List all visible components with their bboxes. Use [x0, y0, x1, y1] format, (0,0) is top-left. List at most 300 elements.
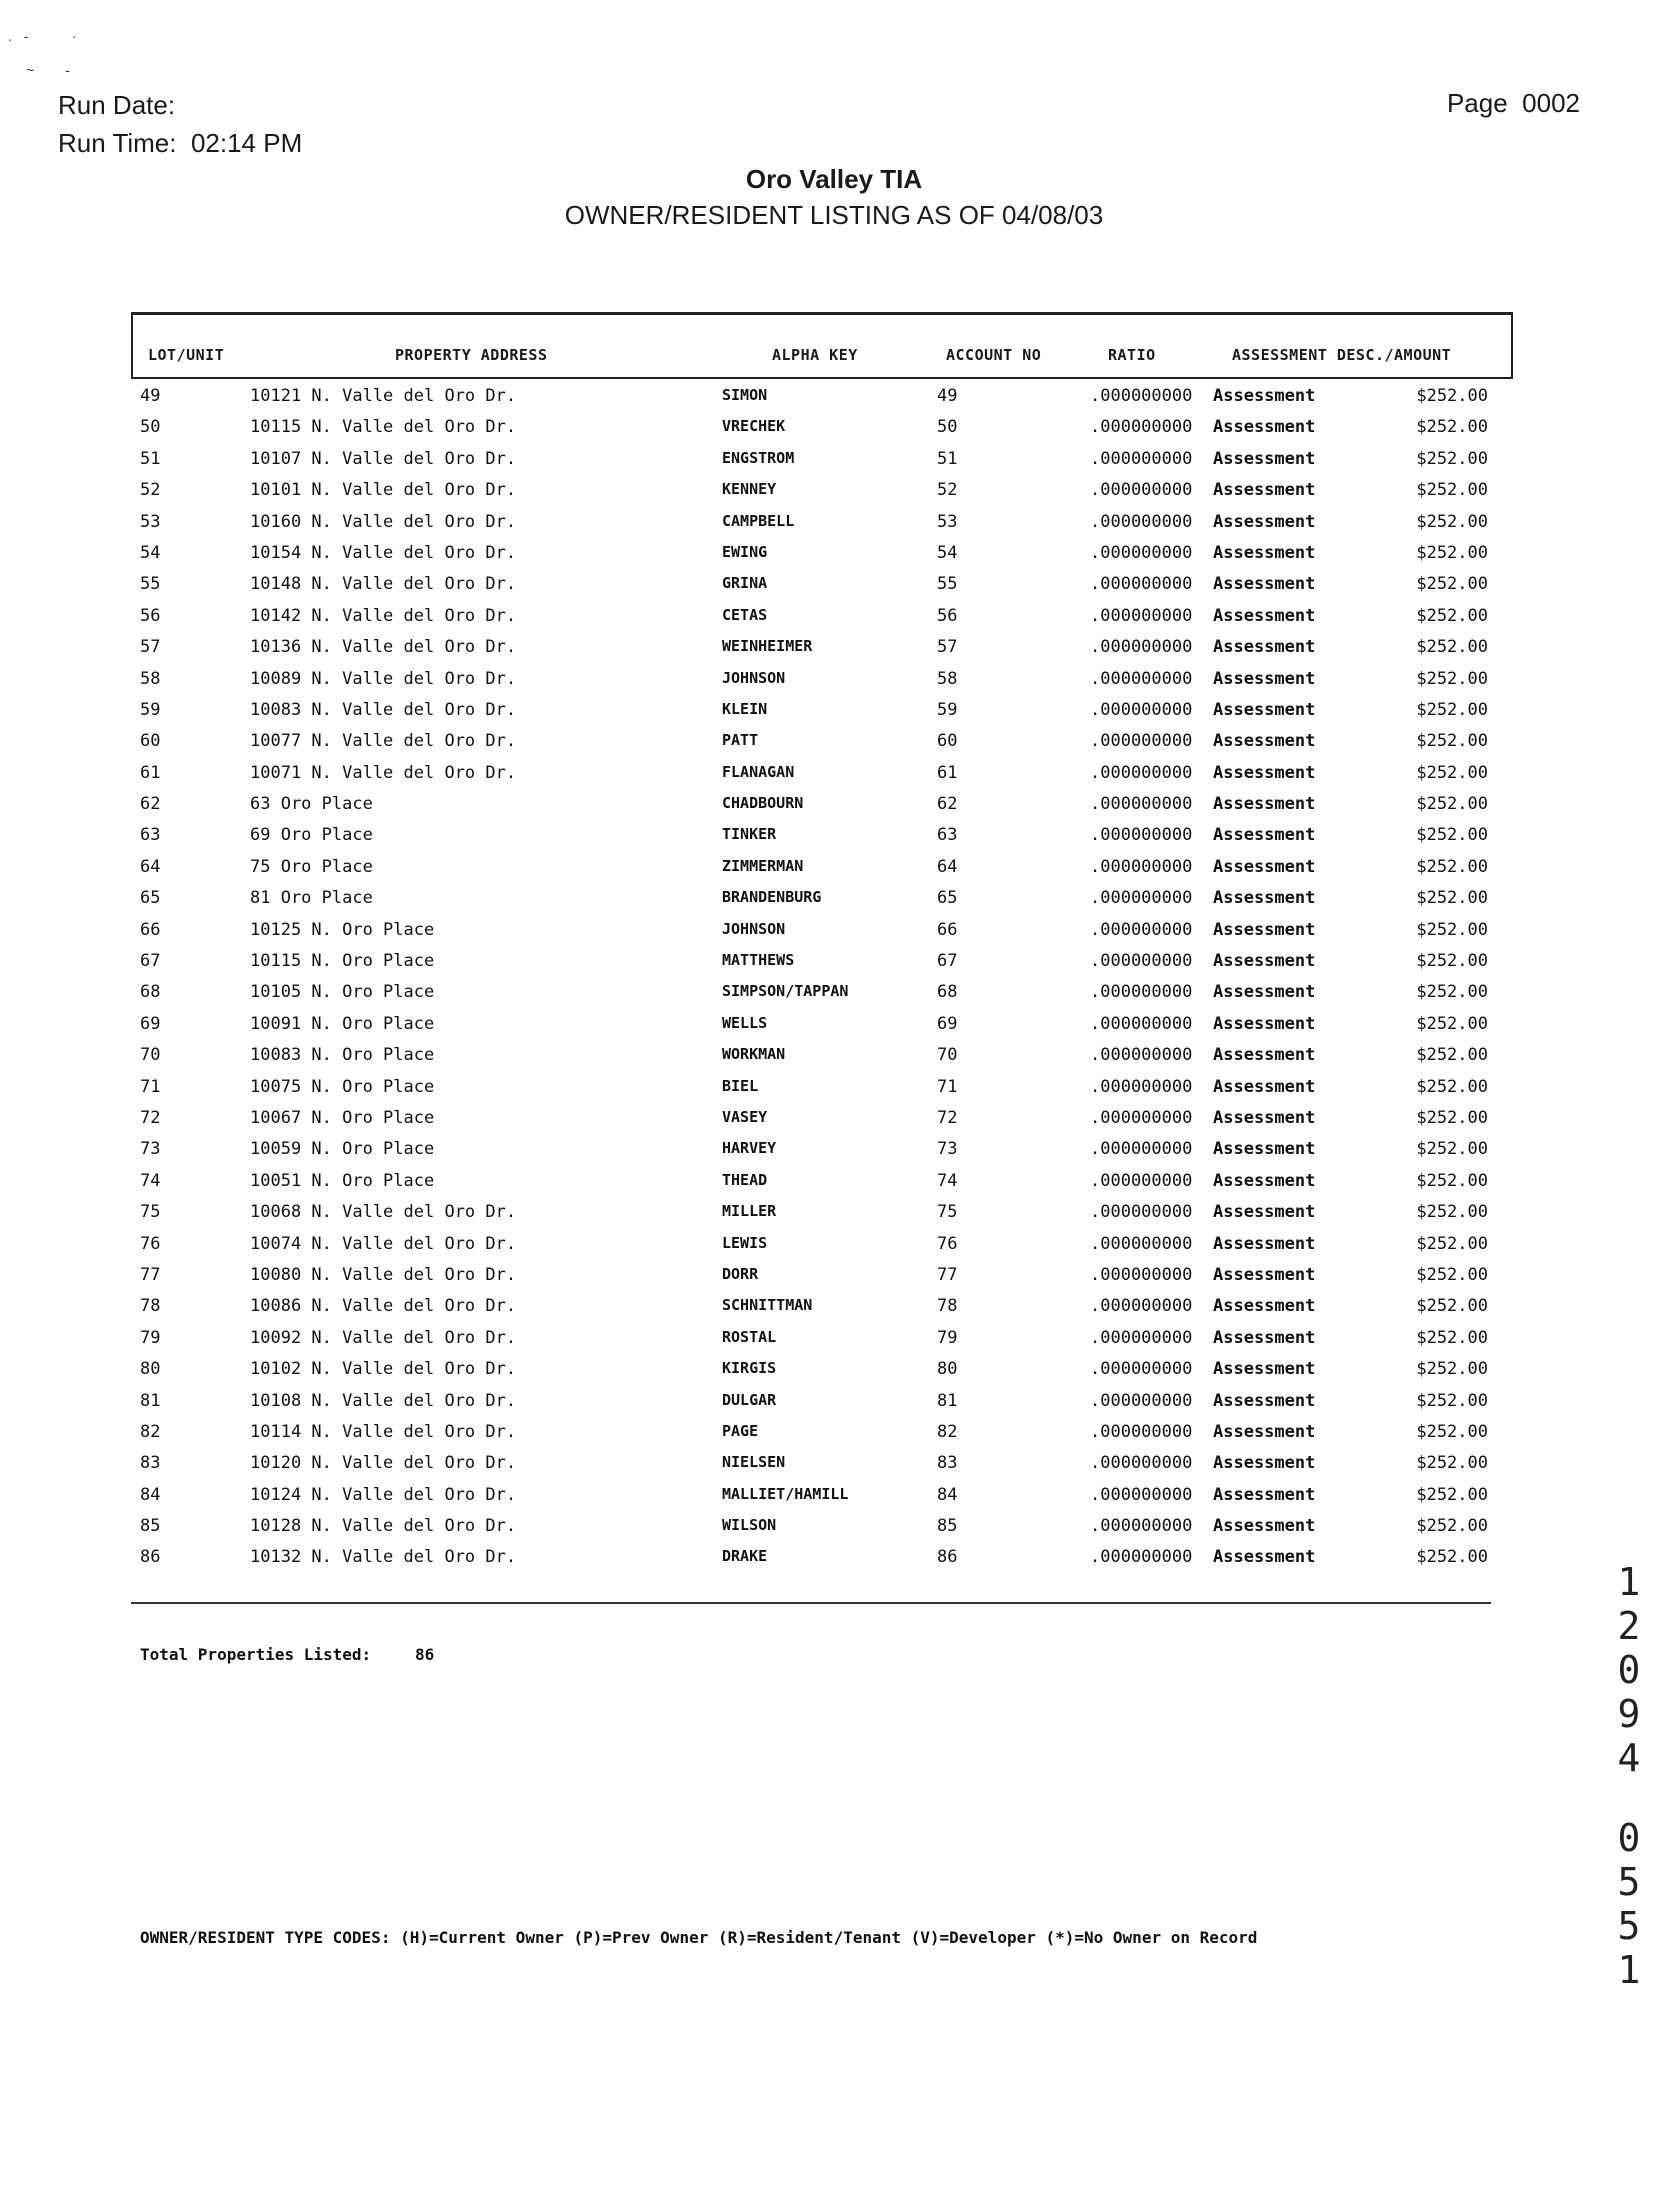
cell-alpha-key: WELLS: [722, 1013, 768, 1032]
cell-address: 10077 N. Valle del Oro Dr.: [250, 731, 517, 752]
run-time-label: Run Time:: [58, 128, 177, 158]
cell-amount: $252.00: [1416, 1359, 1488, 1380]
stamp-digit: 0: [1617, 1816, 1641, 1860]
cell-assessment-desc: Assessment: [1213, 1076, 1316, 1097]
cell-alpha-key: TINKER: [722, 825, 777, 844]
cell-lot: 65: [140, 888, 161, 909]
cell-amount: $252.00: [1416, 1327, 1488, 1348]
cell-account: 69: [937, 1013, 958, 1034]
cell-ratio: .000000000: [1090, 1547, 1193, 1568]
cell-ratio: .000000000: [1090, 731, 1193, 752]
cell-assessment-desc: Assessment: [1213, 605, 1316, 626]
cell-amount: $252.00: [1416, 1202, 1488, 1223]
cell-lot: 52: [140, 480, 161, 501]
cell-assessment-desc: Assessment: [1213, 1107, 1316, 1128]
table-row: [0, 1516, 1668, 1547]
column-header-account: ACCOUNT NO: [946, 346, 1042, 364]
stamp-digit: 5: [1617, 1904, 1641, 1948]
cell-ratio: .000000000: [1090, 386, 1193, 406]
cell-lot: 64: [140, 856, 161, 877]
cell-address: 10091 N. Oro Place: [250, 1013, 435, 1034]
cell-account: 52: [937, 480, 958, 501]
cell-account: 49: [937, 386, 958, 406]
cell-assessment-desc: Assessment: [1213, 856, 1316, 877]
cell-amount: $252.00: [1416, 637, 1488, 658]
cell-amount: $252.00: [1416, 1013, 1488, 1034]
cell-alpha-key: DORR: [722, 1264, 759, 1283]
cell-address: 10086 N. Valle del Oro Dr.: [250, 1296, 517, 1317]
cell-account: 58: [937, 668, 958, 689]
cell-account: 61: [937, 762, 958, 783]
cell-account: 63: [937, 825, 958, 846]
cell-account: 74: [937, 1170, 958, 1191]
cell-amount: $252.00: [1416, 1233, 1488, 1254]
cell-alpha-key: FLANAGAN: [722, 762, 795, 781]
cell-assessment-desc: Assessment: [1213, 825, 1316, 846]
table-row: [0, 982, 1668, 1013]
cell-amount: $252.00: [1416, 1045, 1488, 1066]
cell-alpha-key: HARVEY: [722, 1139, 777, 1158]
cell-lot: 70: [140, 1045, 161, 1066]
cell-assessment-desc: Assessment: [1213, 386, 1316, 406]
cell-ratio: .000000000: [1090, 417, 1193, 438]
cell-address: 10059 N. Oro Place: [250, 1139, 435, 1160]
cell-account: 67: [937, 951, 958, 972]
cell-alpha-key: VASEY: [722, 1107, 768, 1126]
cell-account: 84: [937, 1484, 958, 1505]
cell-ratio: .000000000: [1090, 825, 1193, 846]
cell-lot: 83: [140, 1453, 161, 1474]
cell-ratio: .000000000: [1090, 1453, 1193, 1474]
cell-lot: 61: [140, 762, 161, 783]
cell-amount: $252.00: [1416, 668, 1488, 689]
table-row: [0, 669, 1668, 700]
table-row: [0, 763, 1668, 794]
cell-assessment-desc: Assessment: [1213, 731, 1316, 752]
cell-amount: $252.00: [1416, 731, 1488, 752]
cell-lot: 53: [140, 511, 161, 532]
cell-alpha-key: SIMON: [722, 386, 768, 404]
cell-assessment-desc: Assessment: [1213, 1484, 1316, 1505]
cell-ratio: .000000000: [1090, 1296, 1193, 1317]
cell-amount: $252.00: [1416, 1264, 1488, 1285]
cell-ratio: .000000000: [1090, 511, 1193, 532]
cell-account: 54: [937, 542, 958, 563]
cell-amount: $252.00: [1416, 417, 1488, 438]
cell-account: 53: [937, 511, 958, 532]
cell-address: 10074 N. Valle del Oro Dr.: [250, 1233, 517, 1254]
cell-ratio: .000000000: [1090, 1076, 1193, 1097]
cell-address: 10114 N. Valle del Oro Dr.: [250, 1421, 517, 1442]
cell-amount: $252.00: [1416, 1547, 1488, 1568]
cell-alpha-key: MATTHEWS: [722, 951, 795, 970]
cell-amount: $252.00: [1416, 1139, 1488, 1160]
cell-lot: 69: [140, 1013, 161, 1034]
cell-assessment-desc: Assessment: [1213, 1296, 1316, 1317]
cell-assessment-desc: Assessment: [1213, 417, 1316, 438]
cell-ratio: .000000000: [1090, 982, 1193, 1003]
table-row: [0, 1547, 1668, 1578]
cell-amount: $252.00: [1416, 919, 1488, 940]
table-bottom-rule: [131, 1602, 1491, 1604]
cell-account: 57: [937, 637, 958, 658]
cell-amount: $252.00: [1416, 794, 1488, 815]
table-row: [0, 1171, 1668, 1202]
cell-ratio: .000000000: [1090, 1170, 1193, 1191]
cell-account: 71: [937, 1076, 958, 1097]
cell-alpha-key: BRANDENBURG: [722, 888, 822, 907]
cell-lot: 82: [140, 1421, 161, 1442]
cell-amount: $252.00: [1416, 982, 1488, 1003]
cell-lot: 72: [140, 1107, 161, 1128]
cell-account: 70: [937, 1045, 958, 1066]
cell-account: 65: [937, 888, 958, 909]
cell-alpha-key: WILSON: [722, 1516, 777, 1535]
cell-address: 10120 N. Valle del Oro Dr.: [250, 1453, 517, 1474]
cell-ratio: .000000000: [1090, 448, 1193, 469]
cell-address: 10124 N. Valle del Oro Dr.: [250, 1484, 517, 1505]
table-row: [0, 1453, 1668, 1484]
cell-lot: 73: [140, 1139, 161, 1160]
cell-lot: 86: [140, 1547, 161, 1568]
cell-assessment-desc: Assessment: [1213, 574, 1316, 595]
cell-account: 66: [937, 919, 958, 940]
cell-amount: $252.00: [1416, 1170, 1488, 1191]
margin-stamp: [1612, 1560, 1646, 1992]
cell-amount: $252.00: [1416, 825, 1488, 846]
cell-alpha-key: NIELSEN: [722, 1453, 786, 1472]
cell-ratio: .000000000: [1090, 1107, 1193, 1128]
cell-ratio: .000000000: [1090, 1139, 1193, 1160]
cell-account: 77: [937, 1264, 958, 1285]
cell-ratio: .000000000: [1090, 1421, 1193, 1442]
cell-lot: 59: [140, 699, 161, 720]
cell-assessment-desc: Assessment: [1213, 919, 1316, 940]
cell-address: 10132 N. Valle del Oro Dr.: [250, 1547, 517, 1568]
cell-lot: 51: [140, 448, 161, 469]
cell-amount: $252.00: [1416, 605, 1488, 626]
table-row: [0, 1485, 1668, 1516]
run-time: [58, 128, 302, 159]
table-row: [0, 1077, 1668, 1108]
column-header-address: PROPERTY ADDRESS: [395, 346, 548, 364]
cell-account: 78: [937, 1296, 958, 1317]
table-row: [0, 480, 1668, 511]
stamp-gap: [1612, 1780, 1646, 1816]
cell-lot: 81: [140, 1390, 161, 1411]
cell-address: 63 Oro Place: [250, 794, 373, 815]
cell-address: 10075 N. Oro Place: [250, 1076, 435, 1097]
cell-lot: 67: [140, 951, 161, 972]
cell-account: 50: [937, 417, 958, 438]
table-row: [0, 1328, 1668, 1359]
cell-address: 10089 N. Valle del Oro Dr.: [250, 668, 517, 689]
cell-lot: 63: [140, 825, 161, 846]
table-row: [0, 1422, 1668, 1453]
table-row: [0, 1202, 1668, 1233]
cell-address: 10115 N. Oro Place: [250, 951, 435, 972]
cell-assessment-desc: Assessment: [1213, 1202, 1316, 1223]
cell-address: 10071 N. Valle del Oro Dr.: [250, 762, 517, 783]
cell-address: 10108 N. Valle del Oro Dr.: [250, 1390, 517, 1411]
stamp-digit: 4: [1617, 1736, 1641, 1780]
cell-ratio: .000000000: [1090, 1264, 1193, 1285]
cell-amount: $252.00: [1416, 699, 1488, 720]
cell-alpha-key: LEWIS: [722, 1233, 768, 1252]
cell-assessment-desc: Assessment: [1213, 480, 1316, 501]
stamp-digit: 0: [1617, 1648, 1641, 1692]
cell-assessment-desc: Assessment: [1213, 1233, 1316, 1254]
cell-assessment-desc: Assessment: [1213, 794, 1316, 815]
cell-address: 81 Oro Place: [250, 888, 373, 909]
cell-alpha-key: ENGSTROM: [722, 448, 795, 467]
cell-alpha-key: PAGE: [722, 1421, 759, 1440]
table-row: [0, 1139, 1668, 1170]
column-header-alpha-key: ALPHA KEY: [772, 346, 858, 364]
cell-alpha-key: PATT: [722, 731, 759, 750]
cell-assessment-desc: Assessment: [1213, 1359, 1316, 1380]
cell-assessment-desc: Assessment: [1213, 762, 1316, 783]
page-number-value: 0002: [1522, 88, 1580, 118]
cell-address: 10068 N. Valle del Oro Dr.: [250, 1202, 517, 1223]
report-subtitle: OWNER/RESIDENT LISTING AS OF 04/08/03: [564, 200, 1104, 230]
cell-amount: $252.00: [1416, 951, 1488, 972]
cell-alpha-key: JOHNSON: [722, 919, 786, 938]
cell-assessment-desc: Assessment: [1213, 1421, 1316, 1442]
cell-account: 81: [937, 1390, 958, 1411]
cell-address: 10067 N. Oro Place: [250, 1107, 435, 1128]
cell-lot: 50: [140, 417, 161, 438]
cell-address: 10105 N. Oro Place: [250, 982, 435, 1003]
cell-ratio: .000000000: [1090, 605, 1193, 626]
cell-lot: 76: [140, 1233, 161, 1254]
cell-ratio: .000000000: [1090, 574, 1193, 595]
cell-ratio: .000000000: [1090, 1484, 1193, 1505]
cell-address: 10107 N. Valle del Oro Dr.: [250, 448, 517, 469]
cell-account: 55: [937, 574, 958, 595]
table-row: [0, 637, 1668, 668]
table-row: [0, 794, 1668, 825]
cell-assessment-desc: Assessment: [1213, 1013, 1316, 1034]
cell-assessment-desc: Assessment: [1213, 1139, 1316, 1160]
table-row: [0, 951, 1668, 982]
cell-ratio: .000000000: [1090, 762, 1193, 783]
cell-amount: $252.00: [1416, 1296, 1488, 1317]
cell-address: 69 Oro Place: [250, 825, 373, 846]
cell-alpha-key: VRECHEK: [722, 417, 786, 436]
cell-assessment-desc: Assessment: [1213, 542, 1316, 563]
cell-lot: 58: [140, 668, 161, 689]
column-header-ratio: RATIO: [1108, 346, 1156, 364]
cell-alpha-key: WORKMAN: [722, 1045, 786, 1064]
cell-ratio: .000000000: [1090, 1202, 1193, 1223]
cell-address: 10128 N. Valle del Oro Dr.: [250, 1516, 517, 1537]
cell-address: 10148 N. Valle del Oro Dr.: [250, 574, 517, 595]
table-row: [0, 1045, 1668, 1076]
cell-ratio: .000000000: [1090, 951, 1193, 972]
table-row: [0, 1108, 1668, 1139]
cell-address: 10125 N. Oro Place: [250, 919, 435, 940]
cell-ratio: .000000000: [1090, 919, 1193, 940]
cell-lot: 60: [140, 731, 161, 752]
cell-ratio: .000000000: [1090, 1233, 1193, 1254]
cell-alpha-key: EWING: [722, 542, 768, 561]
cell-alpha-key: SIMPSON/TAPPAN: [722, 982, 849, 1001]
cell-alpha-key: ROSTAL: [722, 1327, 777, 1346]
cell-amount: $252.00: [1416, 1107, 1488, 1128]
cell-assessment-desc: Assessment: [1213, 511, 1316, 532]
cell-account: 56: [937, 605, 958, 626]
cell-alpha-key: CHADBOURN: [722, 794, 804, 813]
cell-alpha-key: DULGAR: [722, 1390, 777, 1409]
cell-amount: $252.00: [1416, 1516, 1488, 1537]
cell-lot: 54: [140, 542, 161, 563]
cell-assessment-desc: Assessment: [1213, 1327, 1316, 1348]
column-header-lot: LOT/UNIT: [148, 346, 225, 364]
cell-account: 82: [937, 1421, 958, 1442]
cell-account: 80: [937, 1359, 958, 1380]
type-codes-legend: OWNER/RESIDENT TYPE CODES: (H)=Current Owner (P)=Prev Owner (R)=Resident/Tenant (V)=Developer (*)=No Owner on Record: [140, 1928, 1258, 1947]
cell-alpha-key: CAMPBELL: [722, 511, 795, 530]
table-row: [0, 1359, 1668, 1390]
cell-amount: $252.00: [1416, 386, 1488, 406]
cell-alpha-key: KENNEY: [722, 480, 777, 499]
cell-address: 10136 N. Valle del Oro Dr.: [250, 637, 517, 658]
cell-assessment-desc: Assessment: [1213, 1516, 1316, 1537]
cell-address: 10101 N. Valle del Oro Dr.: [250, 480, 517, 501]
cell-assessment-desc: Assessment: [1213, 1170, 1316, 1191]
cell-assessment-desc: Assessment: [1213, 951, 1316, 972]
cell-address: 10080 N. Valle del Oro Dr.: [250, 1264, 517, 1285]
cell-address: 10115 N. Valle del Oro Dr.: [250, 417, 517, 438]
cell-alpha-key: DRAKE: [722, 1547, 768, 1566]
cell-lot: 66: [140, 919, 161, 940]
cell-ratio: .000000000: [1090, 668, 1193, 689]
cell-amount: $252.00: [1416, 1390, 1488, 1411]
cell-lot: 62: [140, 794, 161, 815]
stamp-digit: 5: [1617, 1860, 1641, 1904]
cell-lot: 78: [140, 1296, 161, 1317]
cell-assessment-desc: Assessment: [1213, 1045, 1316, 1066]
cell-lot: 80: [140, 1359, 161, 1380]
table-row: [0, 731, 1668, 762]
cell-alpha-key: JOHNSON: [722, 668, 786, 687]
cell-account: 83: [937, 1453, 958, 1474]
page-number: [1447, 88, 1580, 119]
table-row: [0, 920, 1668, 951]
stamp-digit: 2: [1617, 1604, 1641, 1648]
cell-ratio: .000000000: [1090, 480, 1193, 501]
cell-amount: $252.00: [1416, 511, 1488, 532]
cell-lot: 49: [140, 386, 161, 406]
table-row: [0, 574, 1668, 605]
cell-lot: 85: [140, 1516, 161, 1537]
run-date-label: Run Date:: [58, 90, 176, 120]
cell-alpha-key: THEAD: [722, 1170, 768, 1189]
cell-ratio: .000000000: [1090, 1359, 1193, 1380]
cell-lot: 77: [140, 1264, 161, 1285]
report-title: Oro Valley TIA: [745, 164, 923, 194]
cell-amount: $252.00: [1416, 480, 1488, 501]
cell-alpha-key: WEINHEIMER: [722, 637, 813, 656]
cell-assessment-desc: Assessment: [1213, 1390, 1316, 1411]
cell-amount: $252.00: [1416, 1484, 1488, 1505]
cell-lot: 56: [140, 605, 161, 626]
table-row: [0, 1014, 1668, 1045]
cell-account: 59: [937, 699, 958, 720]
cell-amount: $252.00: [1416, 762, 1488, 783]
cell-alpha-key: ZIMMERMAN: [722, 856, 804, 875]
cell-lot: 55: [140, 574, 161, 595]
table-row: [0, 386, 1668, 417]
cell-assessment-desc: Assessment: [1213, 888, 1316, 909]
cell-ratio: .000000000: [1090, 794, 1193, 815]
cell-lot: 84: [140, 1484, 161, 1505]
cell-lot: 79: [140, 1327, 161, 1348]
cell-address: 10154 N. Valle del Oro Dr.: [250, 542, 517, 563]
cell-address: 10102 N. Valle del Oro Dr.: [250, 1359, 517, 1380]
run-time-value: 02:14 PM: [190, 128, 303, 158]
cell-alpha-key: GRINA: [722, 574, 768, 593]
cell-address: 75 Oro Place: [250, 856, 373, 877]
column-header-assessment: ASSESSMENT DESC./AMOUNT: [1232, 346, 1452, 364]
table-row: [0, 825, 1668, 856]
cell-account: 68: [937, 982, 958, 1003]
table-row: [0, 543, 1668, 574]
cell-ratio: .000000000: [1090, 542, 1193, 563]
cell-address: 10142 N. Valle del Oro Dr.: [250, 605, 517, 626]
table-row: [0, 857, 1668, 888]
cell-alpha-key: CETAS: [722, 605, 768, 624]
cell-amount: $252.00: [1416, 448, 1488, 469]
cell-assessment-desc: Assessment: [1213, 668, 1316, 689]
cell-account: 79: [937, 1327, 958, 1348]
cell-account: 73: [937, 1139, 958, 1160]
table-row: [0, 888, 1668, 919]
table-row: [0, 1296, 1668, 1327]
cell-ratio: .000000000: [1090, 1045, 1193, 1066]
stamp-digit: 9: [1617, 1692, 1641, 1736]
scan-specks: . - ·: [8, 28, 81, 44]
cell-assessment-desc: Assessment: [1213, 1264, 1316, 1285]
cell-alpha-key: MILLER: [722, 1202, 777, 1221]
listing-table: [0, 386, 1668, 1579]
cell-amount: $252.00: [1416, 574, 1488, 595]
stamp-digit: 1: [1617, 1948, 1641, 1992]
cell-alpha-key: KLEIN: [722, 699, 768, 718]
total-properties-label: Total Properties Listed:: [140, 1645, 372, 1664]
cell-amount: $252.00: [1416, 1453, 1488, 1474]
cell-ratio: .000000000: [1090, 1516, 1193, 1537]
cell-ratio: .000000000: [1090, 1013, 1193, 1034]
table-row: [0, 449, 1668, 480]
cell-amount: $252.00: [1416, 856, 1488, 877]
cell-alpha-key: MALLIET/HAMILL: [722, 1484, 849, 1503]
cell-account: 64: [937, 856, 958, 877]
table-row: [0, 1391, 1668, 1422]
table-row: [0, 512, 1668, 543]
cell-alpha-key: SCHNITTMAN: [722, 1296, 813, 1315]
cell-account: 85: [937, 1516, 958, 1537]
cell-account: 86: [937, 1547, 958, 1568]
cell-lot: 74: [140, 1170, 161, 1191]
cell-assessment-desc: Assessment: [1213, 1547, 1316, 1568]
cell-address: 10160 N. Valle del Oro Dr.: [250, 511, 517, 532]
cell-lot: 75: [140, 1202, 161, 1223]
cell-account: 72: [937, 1107, 958, 1128]
cell-ratio: .000000000: [1090, 1327, 1193, 1348]
cell-ratio: .000000000: [1090, 888, 1193, 909]
